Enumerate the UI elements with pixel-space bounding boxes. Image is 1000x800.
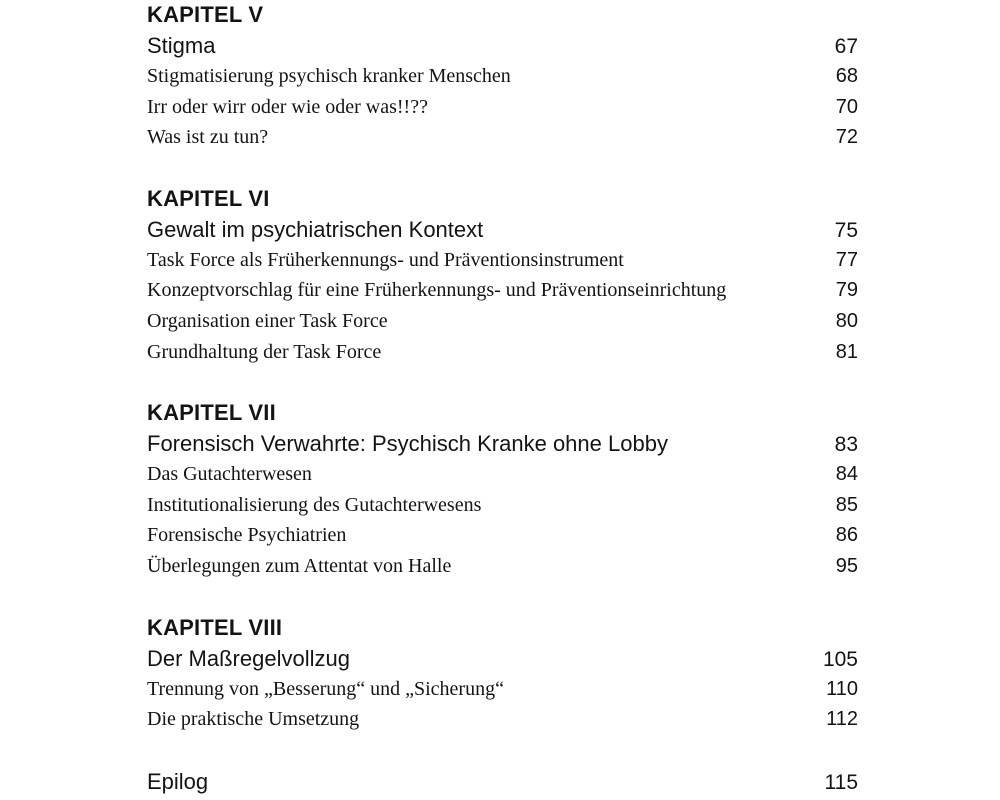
chapter-6 bbox=[147, 184, 858, 367]
page-number: 72 bbox=[835, 126, 858, 149]
page-number: 110 bbox=[826, 677, 858, 700]
chapter-title-row[interactable] bbox=[147, 30, 858, 61]
section-title: Task Force als Früherkennungs- und Präventionsinstrument bbox=[147, 248, 624, 271]
section-title: Konzeptvorschlag für eine Früherkennungs- und Präventionseinrichtung bbox=[147, 279, 727, 302]
page-number: 81 bbox=[835, 340, 858, 363]
chapter-label: KAPITEL VIII bbox=[147, 614, 283, 640]
page-number: 68 bbox=[835, 65, 858, 87]
page-number: 80 bbox=[835, 309, 858, 332]
table-of-contents bbox=[147, 0, 858, 797]
section-entry[interactable] bbox=[147, 245, 858, 276]
page-number: 70 bbox=[835, 95, 858, 118]
section-entry[interactable] bbox=[147, 306, 858, 337]
chapter-8 bbox=[147, 613, 858, 735]
chapter-5 bbox=[147, 0, 858, 153]
chapter-title: Stigma bbox=[147, 33, 216, 58]
chapter-title-row[interactable] bbox=[147, 214, 858, 245]
page-number: 105 bbox=[822, 647, 858, 671]
chapter-label: KAPITEL VII bbox=[147, 400, 276, 426]
chapter-label: KAPITEL V bbox=[147, 2, 264, 27]
section-entry[interactable] bbox=[147, 520, 858, 551]
section-entry[interactable] bbox=[147, 275, 858, 306]
chapter-spacer bbox=[147, 367, 858, 398]
section-title: Die praktische Umsetzung bbox=[147, 708, 360, 731]
chapter-title: Forensisch Verwahrte: Psychisch Kranke ohne Lobby bbox=[147, 431, 668, 457]
epilog-title: Epilog bbox=[147, 768, 209, 794]
section-title: Grundhaltung der Task Force bbox=[147, 340, 382, 363]
section-title: Forensische Psychiatrien bbox=[147, 524, 347, 547]
page-number: 84 bbox=[835, 463, 858, 486]
section-title: Stigmatisierung psychisch kranker Menschen bbox=[147, 65, 511, 87]
section-title: Institutionalisierung des Gutachterwesens bbox=[147, 493, 482, 516]
section-entry[interactable] bbox=[147, 337, 858, 368]
section-entry[interactable] bbox=[147, 92, 858, 123]
chapter-label: KAPITEL VI bbox=[147, 185, 270, 211]
page-number: 75 bbox=[834, 218, 858, 242]
section-title: Überlegungen zum Attentat von Halle bbox=[147, 554, 452, 577]
chapter-spacer bbox=[147, 153, 858, 184]
section-entry[interactable] bbox=[147, 122, 858, 153]
section-title: Was ist zu tun? bbox=[147, 126, 269, 149]
chapter-title: Der Maßregelvollzug bbox=[147, 645, 350, 671]
section-entry[interactable] bbox=[147, 704, 858, 735]
page-number: 112 bbox=[826, 708, 858, 731]
chapter-title-row[interactable] bbox=[147, 643, 858, 674]
section-entry[interactable] bbox=[147, 551, 858, 582]
section-entry[interactable] bbox=[147, 61, 858, 92]
page-number: 115 bbox=[824, 770, 858, 794]
chapter-title: Gewalt im psychiatrischen Kontext bbox=[147, 216, 484, 242]
section-entry[interactable] bbox=[147, 490, 858, 521]
page-number: 85 bbox=[835, 493, 858, 516]
section-title: Irr oder wirr oder wie oder was!!?? bbox=[147, 95, 428, 118]
chapter-spacer bbox=[147, 735, 858, 766]
page-number: 86 bbox=[835, 524, 858, 547]
chapter-title-row[interactable] bbox=[147, 428, 858, 459]
page-number: 79 bbox=[835, 279, 858, 302]
chapter-spacer bbox=[147, 582, 858, 613]
page-number: 95 bbox=[835, 554, 858, 577]
section-entry[interactable] bbox=[147, 459, 858, 490]
section-entry[interactable] bbox=[147, 674, 858, 705]
section-title: Das Gutachterwesen bbox=[147, 463, 312, 486]
section-title: Trennung von „Besserung“ und „Sicherung“ bbox=[147, 677, 504, 700]
page-number: 77 bbox=[835, 248, 858, 271]
epilog-row[interactable] bbox=[147, 766, 858, 797]
chapter-7 bbox=[147, 398, 858, 581]
page-number: 67 bbox=[834, 35, 858, 58]
section-title: Organisation einer Task Force bbox=[147, 309, 388, 332]
page-number: 83 bbox=[834, 433, 858, 457]
